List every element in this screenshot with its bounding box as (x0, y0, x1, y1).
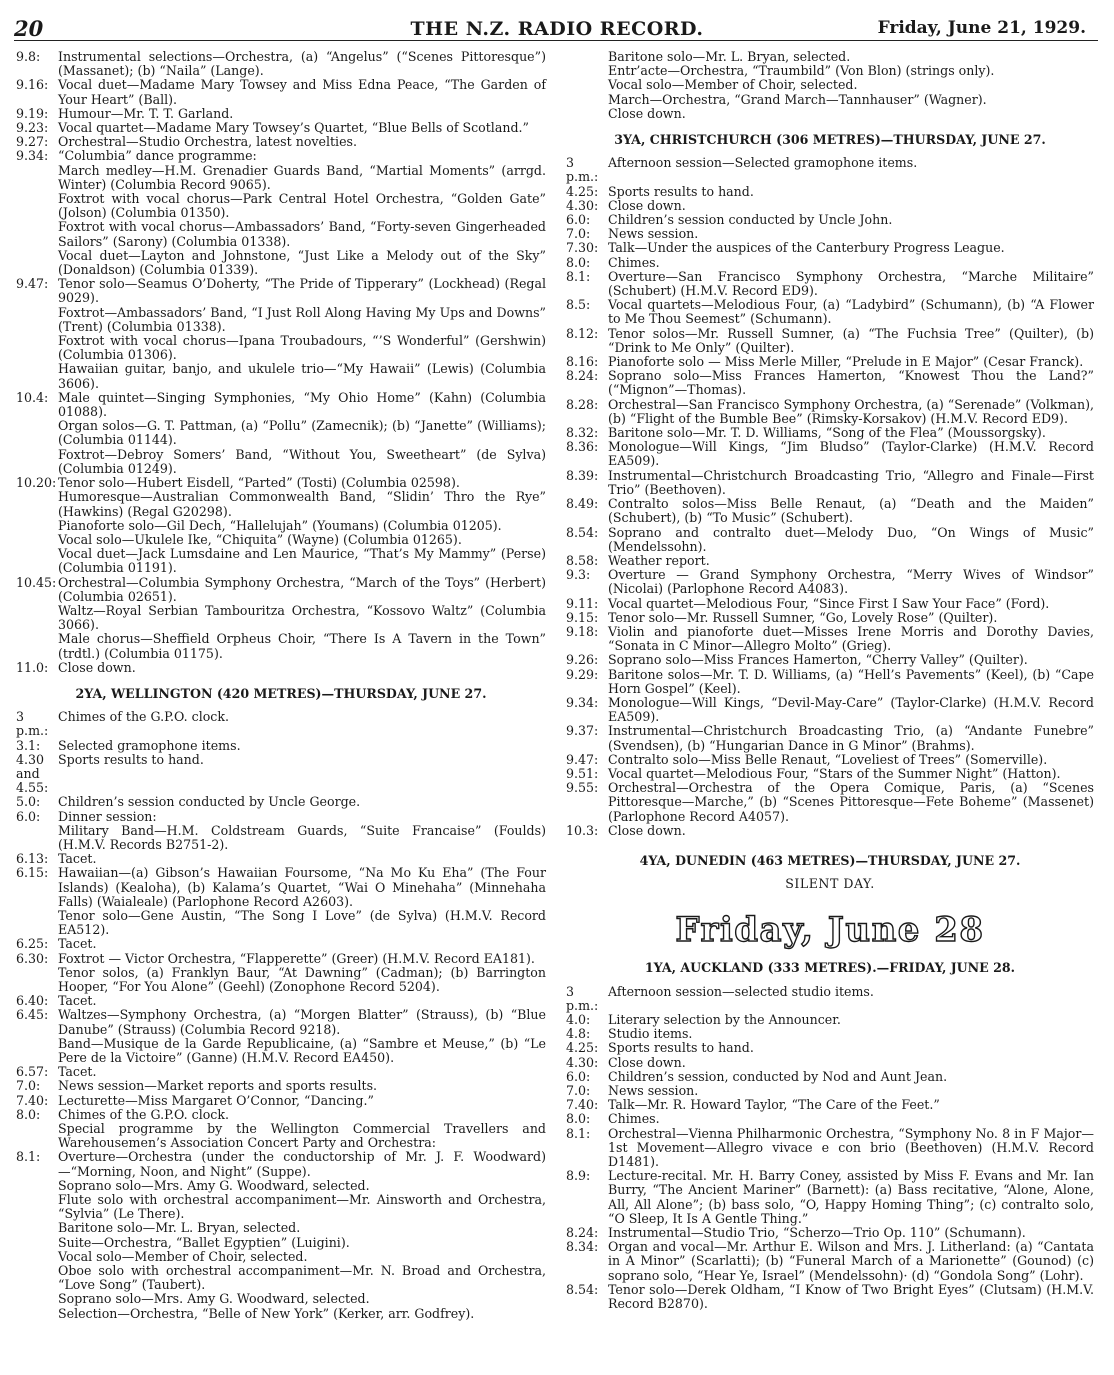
programme-entry (16, 795, 546, 809)
entry-text: Male quintet—Singing Symphonies, “My Ohio Home” (Kahn) (Columbia 01088). (58, 389, 546, 420)
entry-text: Tacet. (58, 1064, 97, 1080)
left-column (16, 50, 546, 1321)
programme-entry (566, 1027, 1094, 1041)
entry-text: Chimes. (608, 254, 660, 270)
programme-block-2ya (16, 710, 546, 1321)
programme-entry (16, 277, 546, 305)
programme-block-3ya (566, 156, 1094, 838)
entry-time: 8.39: (566, 467, 599, 483)
programme-entry (16, 1079, 546, 1093)
programme-entry (16, 1094, 546, 1108)
programme-entry (16, 952, 546, 966)
programme-entry (16, 121, 546, 135)
entry-text: News session. (608, 226, 699, 242)
publication-title: THE N.Z. RADIO RECORD. (410, 18, 704, 40)
entry-time: 9.18: (566, 623, 599, 639)
programme-entry (566, 1098, 1094, 1112)
programme-entry (566, 1084, 1094, 1098)
station-heading-4ya: 4YA, DUNEDIN (463 METRES)—THURSDAY, JUNE 27. (639, 852, 1021, 868)
programme-sub-item: Entr’acte—Orchestra, “Traumbild” (Von Blon) (strings only). (608, 63, 995, 79)
station-heading-1ya: 1YA, AUCKLAND (333 METRES).—FRIDAY, JUNE 28. (644, 960, 1016, 976)
entry-text: Dinner session: (58, 808, 157, 824)
silent-day-note: SILENT DAY. (785, 876, 875, 892)
entry-text: Tacet. (58, 851, 97, 867)
programme-entry (566, 1056, 1094, 1070)
programme-entry (16, 391, 546, 419)
entry-time: 4.30 and 4.55: (16, 751, 49, 796)
programme-entry (566, 625, 1094, 653)
programme-entry (566, 440, 1094, 468)
entry-text: Orchestral—Orchestra of the Opera Comique, Paris, (a) “Scenes Pittoresque—Marche,” (b) “Scenes Pittoresque—Fete Boheme” (Massenet) (Parlophone Record A4057). (608, 780, 1094, 824)
entry-text: “Columbia” dance programme: (58, 148, 257, 164)
entry-time: 8.49: (566, 496, 599, 512)
programme-entry (566, 753, 1094, 767)
programme-sub-item: Military Band—H.M. Coldstream Guards, “Suite Francaise” (Foulds) (H.M.V. Records B2751-2). (58, 822, 546, 852)
entry-text: Baritone solos—Mr. T. D. Williams, (a) “Hell’s Pavements” (Keel), (b) “Cape Horn Gospel” (Keel). (608, 666, 1094, 696)
entry-text: Children’s session, conducted by Nod and Aunt Jean. (608, 1068, 948, 1084)
station-heading-3ya: 3YA, CHRISTCHURCH (306 METRES)—THURSDAY, JUNE 27. (614, 132, 1046, 148)
header-rule (14, 40, 1098, 41)
entry-time: 8.54: (566, 1281, 599, 1297)
entry-text: Talk—Mr. R. Howard Taylor, “The Care of the Feet.” (608, 1097, 940, 1113)
entry-text: Sports results to hand. (58, 751, 204, 767)
programme-sub-item: Humoresque—Australian Commonwealth Band, “Slidin’ Thro the Rye” (Hawkins) (Regal G20298). (58, 489, 546, 519)
entry-text: Humour—Mr. T. T. Garland. (58, 105, 234, 121)
programme-entry (566, 767, 1094, 781)
entry-time: 9.3: (566, 567, 591, 583)
entry-text: Tenor solo—Mr. Russell Sumner, “Go, Lovely Rose” (Quilter). (608, 609, 998, 625)
entry-time: 6.0: (16, 808, 41, 824)
entry-text: Vocal duet—Madame Mary Towsey and Miss Edna Peace, “The Garden of Your Heart” (Ball). (58, 77, 546, 107)
entry-time: 4.8: (566, 1026, 591, 1042)
programme-entry (566, 199, 1094, 213)
entry-time: 9.26: (566, 652, 599, 668)
programme-entry (16, 661, 546, 675)
entry-text: Lecturette—Miss Margaret O’Connor, “Dancing.” (58, 1092, 374, 1108)
entry-time: 9.29: (566, 666, 599, 682)
entry-time: 6.13: (16, 851, 49, 867)
entry-time: 9.47: (16, 276, 49, 292)
entry-time: 7.40: (566, 1097, 599, 1113)
programme-block-1ya (566, 985, 1094, 1312)
entry-text: Soprano solo—Miss Frances Hamerton, “Cherry Valley” (Quilter). (608, 652, 1028, 668)
entry-time: 10.45: (16, 574, 57, 590)
programme-entry (566, 1283, 1094, 1311)
programme-entry (566, 1041, 1094, 1055)
programme-entry (16, 710, 546, 738)
entry-text: Orchestral—Columbia Symphony Orchestra, “March of the Toys” (Herbert) (Columbia 02651). (58, 574, 546, 604)
programme-sub-item: Foxtrot—Ambassadors’ Band, “I Just Roll Along Having My Ups and Downs” (Trent) (Columbia 01338). (58, 304, 546, 334)
entry-time: 6.15: (16, 865, 49, 881)
entry-time: 9.37: (566, 723, 599, 739)
entry-time: 6.25: (16, 936, 49, 952)
entry-time: 7.0: (566, 1083, 591, 1098)
programme-entry (16, 739, 546, 753)
entry-time: 8.0: (566, 254, 591, 270)
programme-sub-item: Hawaiian guitar, banjo, and ukulele trio—“My Hawaii” (Lewis) (Columbia 3606). (58, 361, 546, 391)
entry-text: Soprano solo—Miss Frances Hamerton, “Knowest Thou the Land?” (“Mignon”—Thomas). (608, 368, 1094, 398)
programme-entry (566, 270, 1094, 298)
programme-sub-item: March medley—H.M. Grenadier Guards Band, “Martial Moments” (arrgd. Winter) (Columbia Record 9065). (58, 162, 546, 192)
entry-text: Afternoon session—Selected gramophone items. (608, 155, 918, 171)
programme-entry (16, 1150, 546, 1178)
entry-time: 8.1: (16, 1149, 41, 1165)
entry-text: Close down. (608, 197, 686, 213)
entry-text: News session—Market reports and sports results. (58, 1078, 378, 1094)
entry-text: Baritone solo—Mr. T. D. Williams, “Song of the Flea” (Moussorgsky). (608, 425, 1046, 441)
programme-entry (566, 824, 1094, 838)
programme-entry (566, 213, 1094, 227)
entry-text: Vocal quartet—Madame Mary Towsey’s Quartet, “Blue Bells of Scotland.” (58, 120, 529, 136)
entry-text: Foxtrot — Victor Orchestra, “Flapperette” (Greer) (H.M.V. Record EA181). (58, 950, 535, 966)
programme-entry (566, 1226, 1094, 1240)
programme-sub-item: Male chorus—Sheffield Orpheus Choir, “There Is A Tavern in the Town” (trdtl.) (Columbia 01175). (58, 631, 546, 661)
programme-sub-item: Foxtrot with vocal chorus—Ambassadors’ Band, “Forty-seven Gingerheaded Sailors” (Sarony) (Columbia 01338). (58, 219, 546, 249)
programme-sub-item: Baritone solo—Mr. L. Bryan, selected. (608, 49, 851, 64)
entry-time: 7.0: (566, 226, 591, 242)
entry-time: 6.0: (566, 212, 591, 228)
entry-time: 6.30: (16, 950, 49, 966)
entry-time: 3 p.m.: (16, 709, 49, 739)
programme-entry (16, 476, 546, 490)
entry-time: 8.5: (566, 297, 591, 313)
programme-entry (566, 227, 1094, 241)
entry-text: Overture—Orchestra (under the conductorship of Mr. J. F. Woodward) —“Morning, Noon, and Night” (Suppe). (58, 1149, 546, 1179)
programme-sub-item: Vocal solo—Member of Choir, selected. (608, 77, 858, 93)
page-number: 20 (14, 16, 44, 41)
entry-text: Tenor solo—Hubert Eisdell, “Parted” (Tosti) (Columbia 02598). (58, 475, 460, 491)
entry-text: Chimes. (608, 1111, 660, 1127)
programme-entry (566, 298, 1094, 326)
programme-entry (566, 1169, 1094, 1226)
programme-sub-item: Suite—Orchestra, “Ballet Egyptien” (Luigini). (58, 1234, 350, 1250)
entry-time: 9.23: (16, 120, 49, 136)
programme-entry (16, 107, 546, 121)
entry-time: 6.0: (566, 1068, 591, 1084)
entry-time: 9.27: (16, 134, 49, 150)
entry-text: Children’s session conducted by Uncle George. (58, 794, 361, 810)
programme-entry (16, 78, 546, 106)
entry-text: Orchestral—Studio Orchestra, latest novelties. (58, 134, 358, 150)
entry-time: 4.30: (566, 197, 599, 213)
entry-text: Instrumental—Christchurch Broadcasting Trio, (a) “Andante Funebre” (Svendsen), (b) “Hungarian Dance in G Minor” (Brahms). (608, 723, 1094, 753)
programme-sub-item: Organ solos—G. T. Pattman, (a) “Pollu” (Zamecnik); (b) “Janette” (Williams); (Columbia 01144). (58, 418, 546, 448)
entry-text: Chimes of the G.P.O. clock. (58, 709, 229, 725)
entry-text: Instrumental selections—Orchestra, (a) “Angelus” (“Scenes Pittoresque”) (Massanet); (b) “Naila” (Lange). (58, 49, 546, 79)
entry-text: Tacet. (58, 993, 97, 1009)
entry-time: 9.8: (16, 49, 41, 64)
entry-text: Waltzes—Symphony Orchestra, (a) “Morgen Blatter” (Strauss), (b) “Blue Danube” (Strauss) (Columbia Record 9218). (58, 1007, 546, 1037)
entry-time: 8.24: (566, 368, 599, 384)
programme-entry (566, 1070, 1094, 1084)
programme-entry (566, 327, 1094, 355)
entry-text: Instrumental—Studio Trio, “Scherzo—Trio Op. 110” (Schumann). (608, 1225, 1026, 1241)
entry-text: Tacet. (58, 936, 97, 952)
programme-block-1ya-continued (16, 50, 546, 675)
programme-sub-item: Tenor solo—Gene Austin, “The Song I Love” (de Sylva) (H.M.V. Record EA512). (58, 907, 546, 938)
entry-time: 7.0: (16, 1078, 41, 1094)
entry-time: 8.1: (566, 268, 591, 284)
programme-entry (16, 50, 546, 78)
entry-time: 8.32: (566, 425, 599, 441)
programme-entry (566, 554, 1094, 568)
programme-sub-item: Tenor solos, (a) Franklyn Baur, “At Dawning” (Cadman); (b) Barrington Hooper, “For You Alone” (Geehl) (Zonophone Record 5204). (58, 964, 546, 994)
entry-text: Studio items. (608, 1026, 693, 1042)
entry-text: Tenor solos—Mr. Russell Sumner, (a) “The Fuchsia Tree” (Quilter), (b) “Drink to Me Only” (Quilter). (608, 325, 1094, 355)
programme-entry (566, 241, 1094, 255)
entry-text: Organ and vocal—Mr. Arthur E. Wilson and Mrs. J. Litherland: (a) “Cantata in A Minor” (Scarlatti); (b) “Funeral March of a Marionette” (Gounod) (c) soprano solo, “Hear Ye, Israel” (Mendelssohn)· (d) “Gondola Song” (Lohr). (608, 1239, 1094, 1283)
programme-entry (16, 1108, 546, 1122)
entry-time: 3 p.m.: (566, 155, 599, 185)
entry-text: Close down. (58, 659, 136, 675)
programme-sub-item: Close down. (608, 105, 686, 121)
entry-text: Orchestral—Vienna Philharmonic Orchestra, “Symphony No. 8 in F Major—1st Movement—Allegro vivace e con brio (Beethoven) (H.M.V. Record D1481). (608, 1125, 1094, 1170)
entry-text: Afternoon session—selected studio items. (608, 983, 874, 999)
entry-text: Talk—Under the auspices of the Canterbury Progress League. (608, 240, 1005, 256)
programme-entry (16, 1008, 546, 1036)
entry-time: 8.36: (566, 439, 599, 455)
programme-sub-item: Vocal duet—Jack Lumsdaine and Len Maurice, “That’s My Mammy” (Perse) (Columbia 01191). (58, 546, 546, 576)
programme-entry (566, 1112, 1094, 1126)
entry-time: 6.45: (16, 1007, 49, 1023)
entry-text: Pianoforte solo — Miss Merle Miller, “Prelude in E Major” (Cesar Franck). (608, 354, 1084, 370)
programme-entry (16, 1065, 546, 1079)
programme-sub-item: Special programme by the Wellington Commercial Travellers and Warehousemen’s Association Concert Party and Orchestra: (58, 1121, 546, 1151)
programme-block-2ya-continued (566, 50, 1094, 121)
programme-entry (566, 185, 1094, 199)
entry-text: Monologue—Will Kings, “Jim Bludso” (Taylor-Clarke) (H.M.V. Record EA509). (608, 439, 1094, 469)
programme-entry (566, 426, 1094, 440)
entry-time: 8.58: (566, 552, 599, 568)
entry-time: 9.34: (16, 148, 49, 164)
entry-time: 8.24: (566, 1225, 599, 1241)
programme-sub-item: Oboe solo with orchestral accompaniment—Mr. N. Broad and Orchestra, “Love Song” (Taubert). (58, 1263, 546, 1293)
programme-sub-item: Baritone solo—Mr. L. Bryan, selected. (58, 1220, 301, 1236)
programme-entry (566, 526, 1094, 554)
programme-sub-item: Waltz—Royal Serbian Tambouritza Orchestra, “Kossovo Waltz” (Columbia 3066). (58, 602, 546, 633)
programme-entry (16, 135, 546, 149)
programme-sub-item: Pianoforte solo—Gil Dech, “Hallelujah” (Youmans) (Columbia 01205). (58, 517, 502, 533)
programme-entry (566, 1013, 1094, 1027)
entry-time: 10.3: (566, 822, 599, 838)
entry-time: 8.28: (566, 396, 599, 412)
entry-time: 5.0: (16, 794, 41, 810)
entry-time: 8.1: (566, 1125, 591, 1141)
entry-text: Overture — Grand Symphony Orchestra, “Merry Wives of Windsor” (Nicolai) (Parlophone Record A4083). (608, 567, 1094, 597)
programme-entry (16, 753, 546, 796)
entry-text: Vocal quartet—Melodious Four, “Since First I Saw Your Face” (Ford). (608, 595, 1050, 611)
programme-entry (566, 1240, 1094, 1283)
entry-text: Soprano and contralto duet—Melody Duo, “On Wings of Music” (Mendelssohn). (608, 524, 1094, 554)
entry-text: Lecture-recital. Mr. H. Barry Coney, assisted by Miss F. Evans and Mr. Ian Burry, “The Ancient Mariner” (Barnett): (a) Bass recitative, “Alone, Alone, All, All Alone”; (b) bass solo, “O, Happy Homing Thing”; (c) contralto solo, “O Sleep, It Is A Gentle Thing.” (608, 1168, 1094, 1226)
entry-text: Orchestral—San Francisco Symphony Orchestra, (a) “Serenade” (Volkman), (b) “Flight of the Bumble Bee” (Rimsky-Korsakov) (H.M.V. Record ED9). (608, 396, 1094, 426)
programme-entry (566, 724, 1094, 752)
programme-entry (566, 653, 1094, 667)
programme-entry (566, 696, 1094, 724)
entry-time: 9.19: (16, 105, 49, 121)
entry-time: 4.25: (566, 1040, 599, 1056)
programme-sub-item: Vocal solo—Member of Choir, selected. (58, 1248, 308, 1264)
programme-sub-item: Foxtrot—Debroy Somers’ Band, “Without You, Sweetheart” (de Sylva) (Columbia 01249). (58, 446, 546, 476)
entry-text: Selected gramophone items. (58, 737, 241, 753)
programme-sub-item: Foxtrot with vocal chorus—Ipana Troubadours, “’S Wonderful” (Gershwin) (Columbia 01306). (58, 333, 546, 363)
programme-entry (16, 149, 546, 163)
entry-text: Tenor solo—Seamus O’Doherty, “The Pride of Tipperary” (Lockhead) (Regal 9029). (58, 276, 546, 306)
entry-text: Violin and pianoforte duet—Misses Irene Morris and Dorothy Davies, “Sonata in C Minor—Allegro Molto” (Grieg). (608, 623, 1094, 654)
programme-entry (16, 852, 546, 866)
programme-entry (566, 256, 1094, 270)
programme-entry (566, 611, 1094, 625)
entry-text: Sports results to hand. (608, 183, 754, 199)
entry-time: 3 p.m.: (566, 983, 599, 1013)
entry-text: Hawaiian—(a) Gibson’s Hawaiian Foursome, “Na Mo Ku Eha” (The Four Islands) (Kealoha), (b) Kalama’s Quartet, “Wai O Minehaha” (Minnehaha Falls) (Waialeale) (Parlophone Record A2603). (58, 865, 546, 909)
entry-time: 9.15: (566, 609, 599, 625)
programme-sub-item: Flute solo with orchestral accompaniment—Mr. Ainsworth and Orchestra, “Sylvia” (Le There). (58, 1192, 546, 1222)
programme-entry (566, 398, 1094, 426)
entry-text: News session. (608, 1083, 699, 1098)
issue-date: Friday, June 21, 1929. (877, 18, 1086, 38)
programme-entry (16, 937, 546, 951)
entry-time: 6.40: (16, 993, 49, 1009)
programme-sub-item: March—Orchestra, “Grand March—Tannhauser” (Wagner). (608, 91, 987, 107)
entry-text: Overture—San Francisco Symphony Orchestra, “Marche Militaire” (Schubert) (H.M.V. Record ED9). (608, 268, 1094, 299)
entry-time: 10.4: (16, 389, 49, 405)
page-header (14, 14, 1100, 42)
entry-time: 4.0: (566, 1011, 591, 1027)
entry-time: 9.11: (566, 595, 599, 611)
entry-time: 8.16: (566, 354, 599, 370)
programme-entry (566, 497, 1094, 525)
entry-time: 7.30: (566, 240, 599, 256)
entry-time: 8.34: (566, 1239, 599, 1255)
programme-sub-item: Soprano solo—Mrs. Amy G. Woodward, selected. (58, 1291, 370, 1307)
entry-text: Contralto solos—Miss Belle Renaut, (a) “Death and the Maiden” (Schubert), (b) “To Music” (Schubert). (608, 496, 1094, 526)
programme-sub-item: Vocal duet—Layton and Johnstone, “Just Like a Melody out of the Sky” (Donaldson) (Columbia 01339). (58, 247, 546, 278)
entry-time: 7.40: (16, 1092, 49, 1108)
entry-time: 6.57: (16, 1064, 49, 1080)
entry-text: Tenor solo—Derek Oldham, “I Know of Two Bright Eyes” (Clutsam) (H.M.V. Record B2870). (608, 1281, 1094, 1312)
programme-entry (566, 469, 1094, 497)
programme-entry (566, 156, 1094, 184)
programme-entry (566, 985, 1094, 1013)
entry-time: 9.34: (566, 694, 599, 710)
programme-entry (566, 668, 1094, 696)
entry-text: Children’s session conducted by Uncle John. (608, 212, 893, 228)
programme-entry (16, 994, 546, 1008)
programme-entry (566, 568, 1094, 596)
entry-text: Weather report. (608, 552, 710, 568)
entry-time: 9.47: (566, 751, 599, 767)
entry-time: 8.9: (566, 1168, 591, 1184)
programme-entry (566, 1127, 1094, 1170)
programme-entry (16, 576, 546, 604)
programme-sub-item: Vocal solo—Ukulele Ike, “Chiquita” (Wayne) (Columbia 01265). (58, 531, 462, 547)
entry-time: 9.16: (16, 77, 49, 93)
entry-time: 8.0: (566, 1111, 591, 1127)
programme-sub-item: Soprano solo—Mrs. Amy G. Woodward, selected. (58, 1177, 370, 1193)
entry-text: Monologue—Will Kings, “Devil-May-Care” (Taylor-Clarke) (H.M.V. Record EA509). (608, 694, 1094, 725)
entry-text: Vocal quartet—Melodious Four, “Stars of the Summer Night” (Hatton). (608, 765, 1061, 781)
programme-entry (566, 781, 1094, 824)
day-title-friday: Friday, June 28 (675, 910, 985, 951)
entry-time: 11.0: (16, 659, 49, 675)
programme-entry (566, 597, 1094, 611)
programme-sub-item: Selection—Orchestra, “Belle of New York” (Kerker, arr. Godfrey). (58, 1305, 475, 1321)
programme-entry (566, 369, 1094, 397)
station-heading-2ya: 2YA, WELLINGTON (420 METRES)—THURSDAY, JUNE 27. (75, 685, 487, 701)
entry-time: 8.0: (16, 1106, 41, 1122)
entry-text: Contralto solo—Miss Belle Renaut, “Loveliest of Trees” (Somerville). (608, 751, 1048, 767)
entry-time: 9.51: (566, 765, 599, 781)
right-column (566, 50, 1094, 1311)
programme-sub-item: Foxtrot with vocal chorus—Park Central Hotel Orchestra, “Golden Gate” (Jolson) (Columbia 01350). (58, 191, 546, 221)
programme-entry (16, 866, 546, 909)
entry-text: Close down. (608, 822, 686, 838)
entry-text: Instrumental—Christchurch Broadcasting Trio, “Allegro and Finale—First Trio” (Beethoven). (608, 467, 1094, 497)
entry-text: Vocal quartets—Melodious Four, (a) “Ladybird” (Schumann), (b) “A Flower to Me Thou Seemest” (Schumann). (608, 297, 1094, 327)
entry-time: 9.55: (566, 780, 599, 796)
programme-sub-item: Band—Musique de la Garde Republicaine, (a) “Sambre et Meuse,” (b) “Le Pere de la Victoire” (Ganne) (H.M.V. Record EA450). (58, 1035, 546, 1066)
entry-time: 4.25: (566, 183, 599, 199)
entry-text: Close down. (608, 1054, 686, 1070)
entry-time: 8.12: (566, 325, 599, 341)
entry-time: 4.30: (566, 1054, 599, 1070)
programme-entry (566, 355, 1094, 369)
programme-entry (16, 810, 546, 824)
entry-time: 10.20: (16, 475, 57, 491)
entry-text: Sports results to hand. (608, 1040, 754, 1056)
entry-text: Literary selection by the Announcer. (608, 1011, 841, 1027)
entry-time: 8.54: (566, 524, 599, 540)
entry-time: 3.1: (16, 737, 41, 753)
entry-text: Chimes of the G.P.O. clock. (58, 1106, 229, 1122)
